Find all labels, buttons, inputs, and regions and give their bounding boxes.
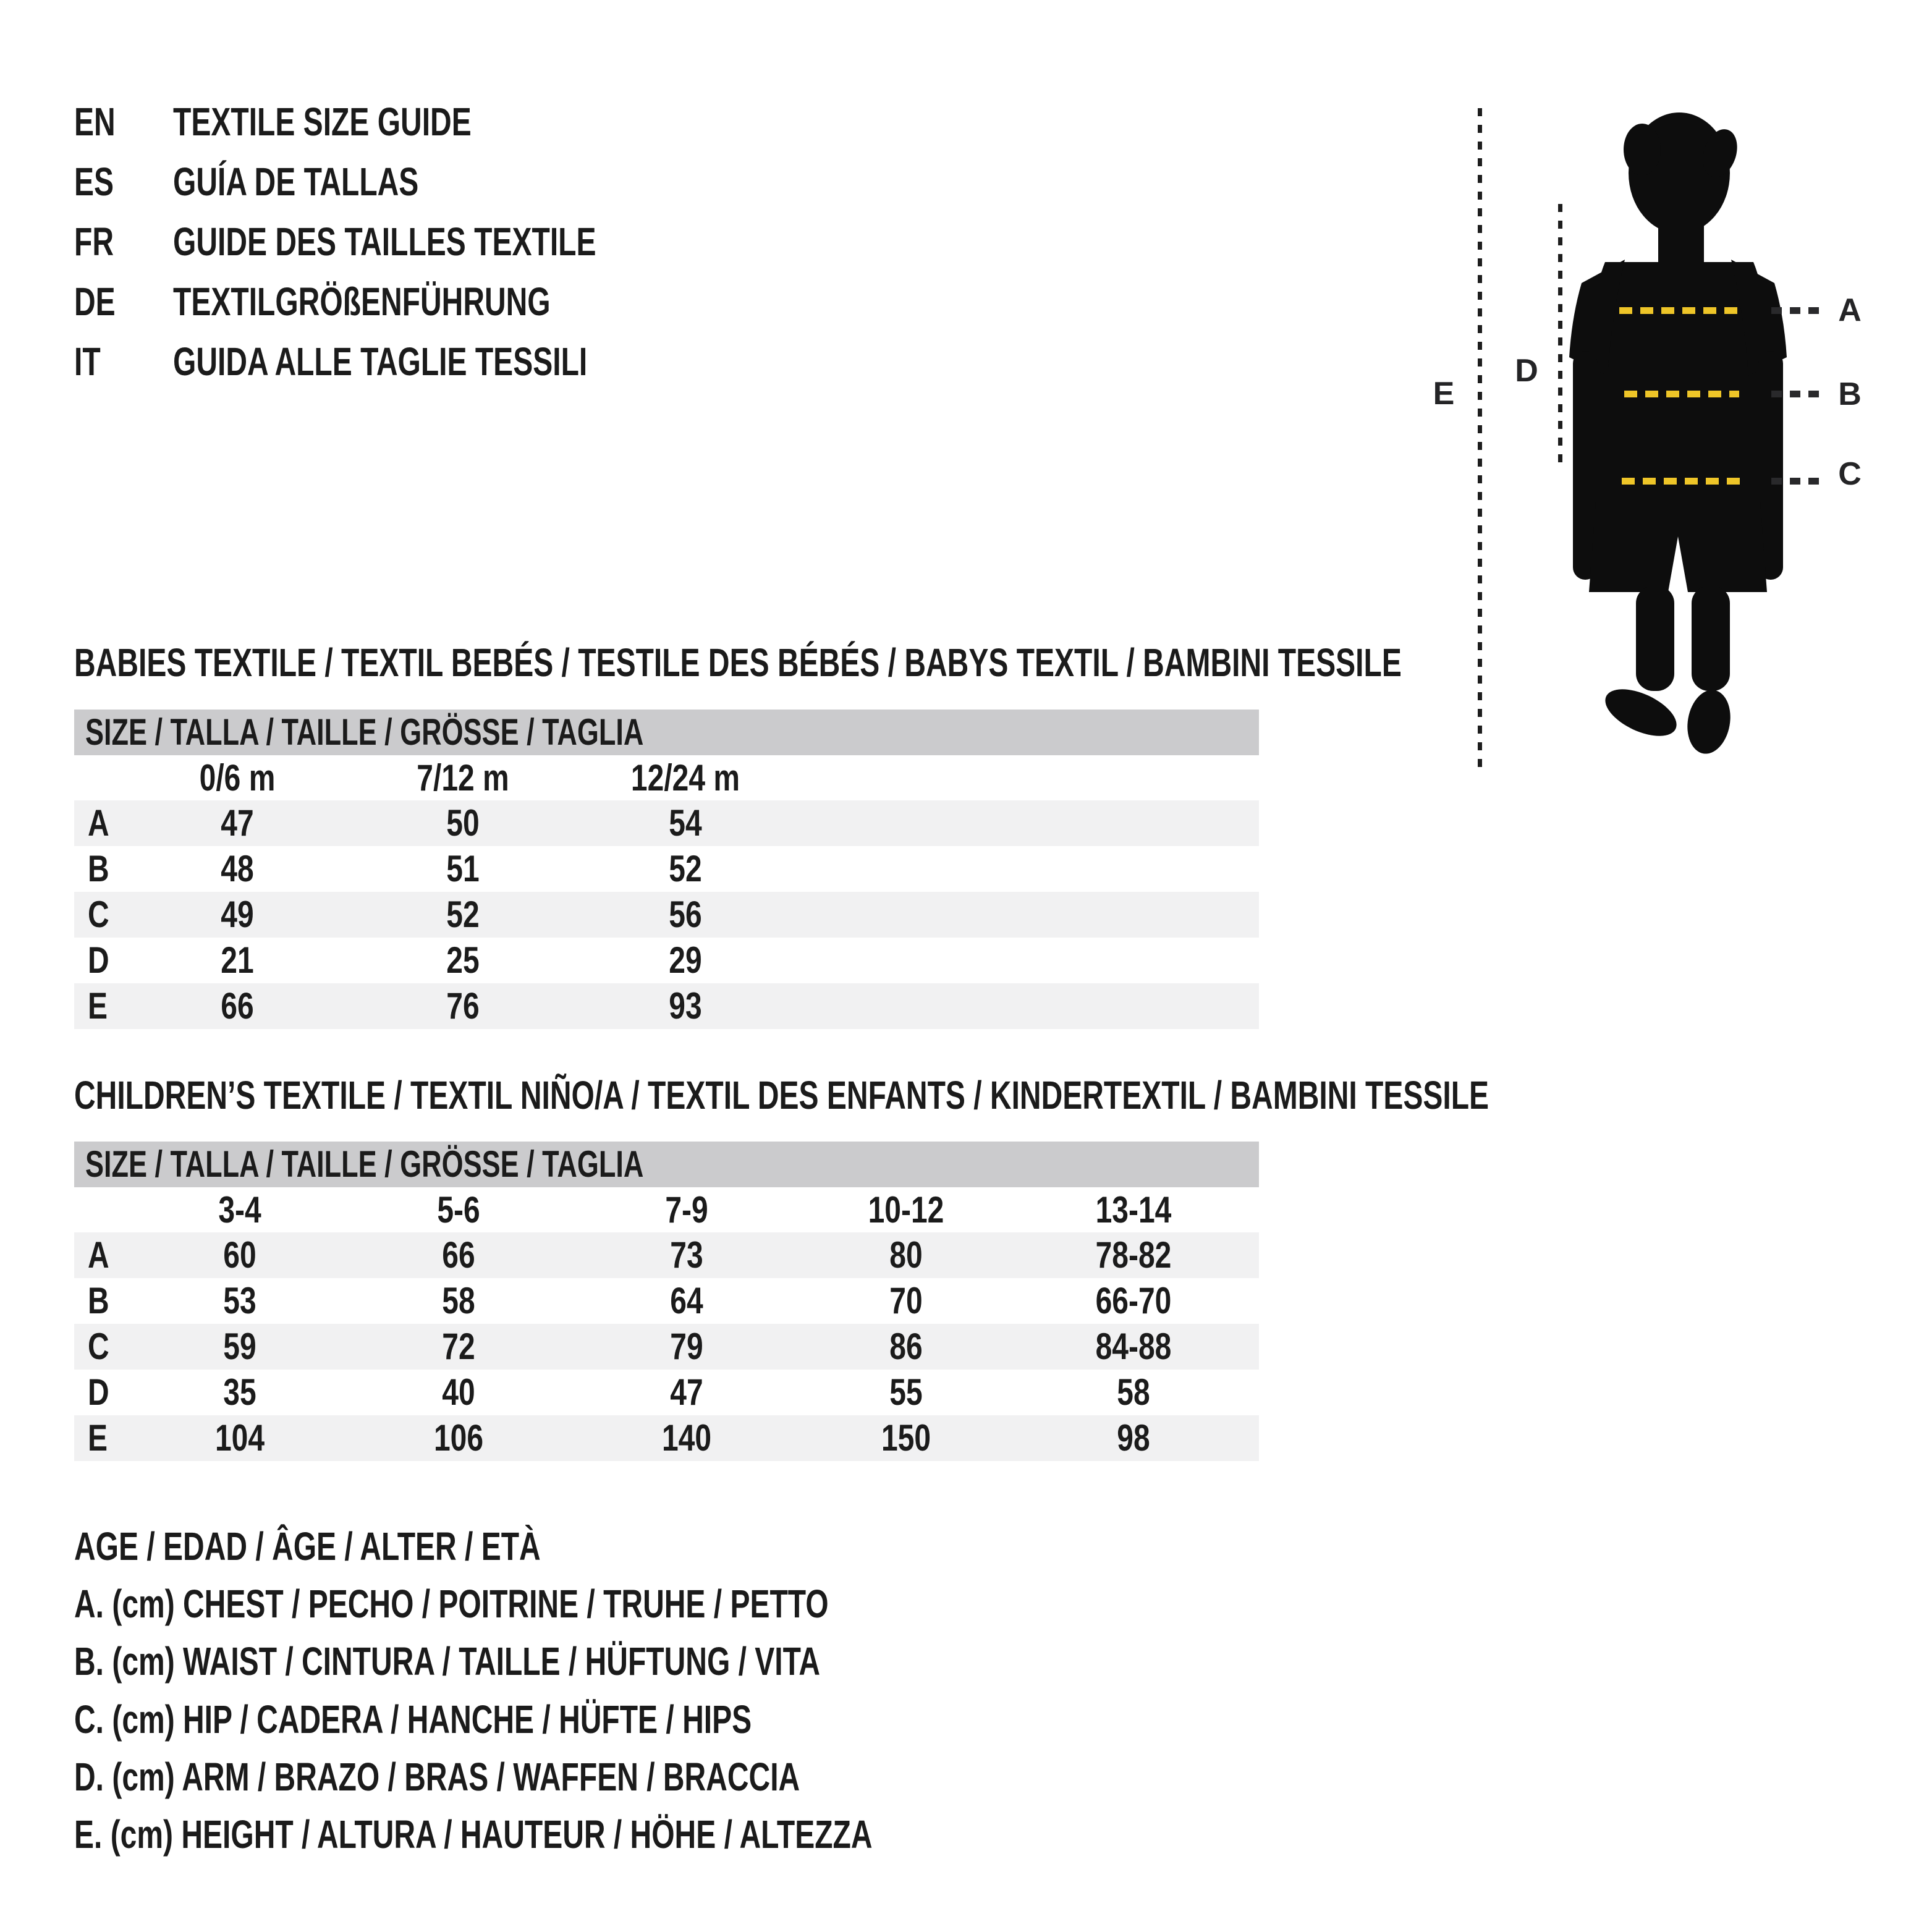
language-row bbox=[0, 273, 865, 331]
language-title: TEXTILGRÖßENFÜHRUNG bbox=[173, 279, 551, 324]
legend-line-waist: B. (cm) WAIST / CINTURA / TAILLE / HÜFTUNG / VITA bbox=[74, 1639, 821, 1684]
table-cell: 80 bbox=[889, 1234, 923, 1276]
table-cell: 59 bbox=[223, 1326, 256, 1367]
size-header-label: SIZE / TALLA / TAILLE / GRÖSSE / TAGLIA bbox=[85, 1143, 644, 1185]
label-A: A bbox=[1838, 292, 1862, 328]
column-header-row bbox=[74, 755, 1259, 800]
table-cell: 47 bbox=[670, 1371, 703, 1413]
row-label: A bbox=[88, 802, 109, 844]
table-cell: 47 bbox=[221, 802, 254, 844]
column-header: 5-6 bbox=[437, 1189, 480, 1231]
language-title: GUÍA DE TALLAS bbox=[173, 159, 419, 204]
table-cell: 55 bbox=[889, 1371, 923, 1413]
table-cell: 106 bbox=[433, 1417, 484, 1459]
table-cell: 98 bbox=[1117, 1417, 1150, 1459]
row-label: E bbox=[88, 1417, 108, 1459]
table-cell: 60 bbox=[223, 1234, 256, 1276]
legend-line-age: AGE / EDAD / ÂGE / ALTER / ETÀ bbox=[74, 1524, 541, 1569]
table-cell: 76 bbox=[446, 985, 480, 1027]
table-cell: 73 bbox=[670, 1234, 703, 1276]
children-size-table bbox=[74, 1142, 1259, 1461]
table-cell: 29 bbox=[669, 939, 702, 981]
language-title: GUIDE DES TAILLES TEXTILE bbox=[173, 219, 596, 264]
table-cell: 52 bbox=[446, 894, 480, 935]
language-code: EN bbox=[74, 100, 116, 144]
language-title: GUIDA ALLE TAGLIE TESSILI bbox=[173, 339, 588, 384]
table-cell: 78-82 bbox=[1095, 1234, 1172, 1276]
size-header-label: SIZE / TALLA / TAILLE / GRÖSSE / TAGLIA bbox=[85, 711, 644, 753]
table-row bbox=[74, 1278, 1259, 1324]
column-header: 7-9 bbox=[665, 1189, 708, 1231]
table-cell: 50 bbox=[446, 802, 480, 844]
column-header: 12/24 m bbox=[630, 757, 740, 799]
column-header: 10-12 bbox=[868, 1189, 944, 1231]
table-cell: 64 bbox=[670, 1280, 703, 1321]
language-code: IT bbox=[74, 339, 101, 384]
size-header-band bbox=[74, 710, 1259, 755]
waist-leader-line-B bbox=[1771, 391, 1824, 397]
column-header-row bbox=[74, 1187, 1259, 1232]
table-cell: 140 bbox=[661, 1417, 712, 1459]
legend-line-arm: D. (cm) ARM / BRAZO / BRAS / WAFFEN / BRACCIA bbox=[74, 1755, 800, 1799]
column-header: 13-14 bbox=[1095, 1189, 1172, 1231]
hip-leader-line-C bbox=[1771, 478, 1824, 485]
row-label: E bbox=[88, 985, 108, 1027]
row-label: D bbox=[88, 1371, 109, 1413]
label-C: C bbox=[1838, 456, 1862, 492]
children-section-heading: CHILDREN’S TEXTILE / TEXTIL NIÑO/A / TEXTIL DES ENFANTS / KINDERTEXTIL / BAMBINI TESSILE bbox=[74, 1073, 1489, 1117]
chest-leader-line-A bbox=[1771, 307, 1824, 314]
table-row bbox=[74, 800, 1259, 846]
label-D: D bbox=[1515, 353, 1538, 389]
size-header-band bbox=[74, 1142, 1259, 1187]
column-header: 0/6 m bbox=[199, 757, 276, 799]
table-row bbox=[74, 1415, 1259, 1461]
label-B: B bbox=[1838, 376, 1862, 412]
label-E: E bbox=[1433, 376, 1455, 412]
table-cell: 58 bbox=[442, 1280, 475, 1321]
row-label: C bbox=[88, 894, 109, 935]
arm-dotted-line-D bbox=[1558, 204, 1562, 471]
row-label: D bbox=[88, 939, 109, 981]
table-cell: 48 bbox=[221, 848, 254, 889]
table-cell: 66 bbox=[442, 1234, 475, 1276]
legend-line-chest: A. (cm) CHEST / PECHO / POITRINE / TRUHE / PETTO bbox=[74, 1582, 829, 1626]
language-row bbox=[0, 333, 865, 391]
table-row bbox=[74, 1232, 1259, 1278]
table-cell: 49 bbox=[221, 894, 254, 935]
row-label: C bbox=[88, 1326, 109, 1367]
table-row bbox=[74, 938, 1259, 983]
table-cell: 104 bbox=[214, 1417, 265, 1459]
language-row bbox=[0, 153, 865, 211]
table-cell: 86 bbox=[889, 1326, 923, 1367]
language-code: DE bbox=[74, 279, 116, 324]
table-cell: 66 bbox=[221, 985, 254, 1027]
babies-size-table bbox=[74, 710, 1259, 1029]
table-cell: 72 bbox=[442, 1326, 475, 1367]
table-cell: 70 bbox=[889, 1280, 923, 1321]
row-label: A bbox=[88, 1234, 109, 1276]
table-row bbox=[74, 846, 1259, 892]
table-cell: 58 bbox=[1117, 1371, 1150, 1413]
table-row bbox=[74, 983, 1259, 1029]
chest-dash-line-A bbox=[1619, 307, 1742, 314]
language-row bbox=[0, 93, 865, 151]
table-cell: 53 bbox=[223, 1280, 256, 1321]
language-code: ES bbox=[74, 159, 114, 204]
table-cell: 25 bbox=[446, 939, 480, 981]
hip-dash-line-C bbox=[1622, 478, 1745, 485]
babies-section-heading: BABIES TEXTILE / TEXTIL BEBÉS / TESTILE DES BÉBÉS / BABYS TEXTIL / BAMBINI TESSILE bbox=[74, 640, 1402, 685]
table-cell: 35 bbox=[223, 1371, 256, 1413]
table-row bbox=[74, 892, 1259, 938]
column-header: 7/12 m bbox=[417, 757, 509, 799]
table-cell: 54 bbox=[669, 802, 702, 844]
waist-dash-line-B bbox=[1624, 391, 1739, 397]
table-cell: 56 bbox=[669, 894, 702, 935]
table-cell: 52 bbox=[669, 848, 702, 889]
column-header: 3-4 bbox=[218, 1189, 261, 1231]
row-label: B bbox=[88, 848, 109, 889]
table-cell: 84-88 bbox=[1095, 1326, 1172, 1367]
language-row bbox=[0, 213, 865, 271]
table-cell: 51 bbox=[446, 848, 480, 889]
table-row bbox=[74, 1370, 1259, 1415]
table-cell: 40 bbox=[442, 1371, 475, 1413]
row-label: B bbox=[88, 1280, 109, 1321]
table-cell: 66-70 bbox=[1095, 1280, 1172, 1321]
table-cell: 79 bbox=[670, 1326, 703, 1367]
language-title: TEXTILE SIZE GUIDE bbox=[173, 100, 472, 144]
language-code: FR bbox=[74, 219, 114, 264]
table-cell: 21 bbox=[221, 939, 254, 981]
legend-line-hip: C. (cm) HIP / CADERA / HANCHE / HÜFTE / HIPS bbox=[74, 1697, 752, 1742]
legend-line-height: E. (cm) HEIGHT / ALTURA / HAUTEUR / HÖHE / ALTEZZA bbox=[74, 1812, 873, 1857]
table-row bbox=[74, 1324, 1259, 1370]
table-cell: 150 bbox=[881, 1417, 931, 1459]
table-cell: 93 bbox=[669, 985, 702, 1027]
